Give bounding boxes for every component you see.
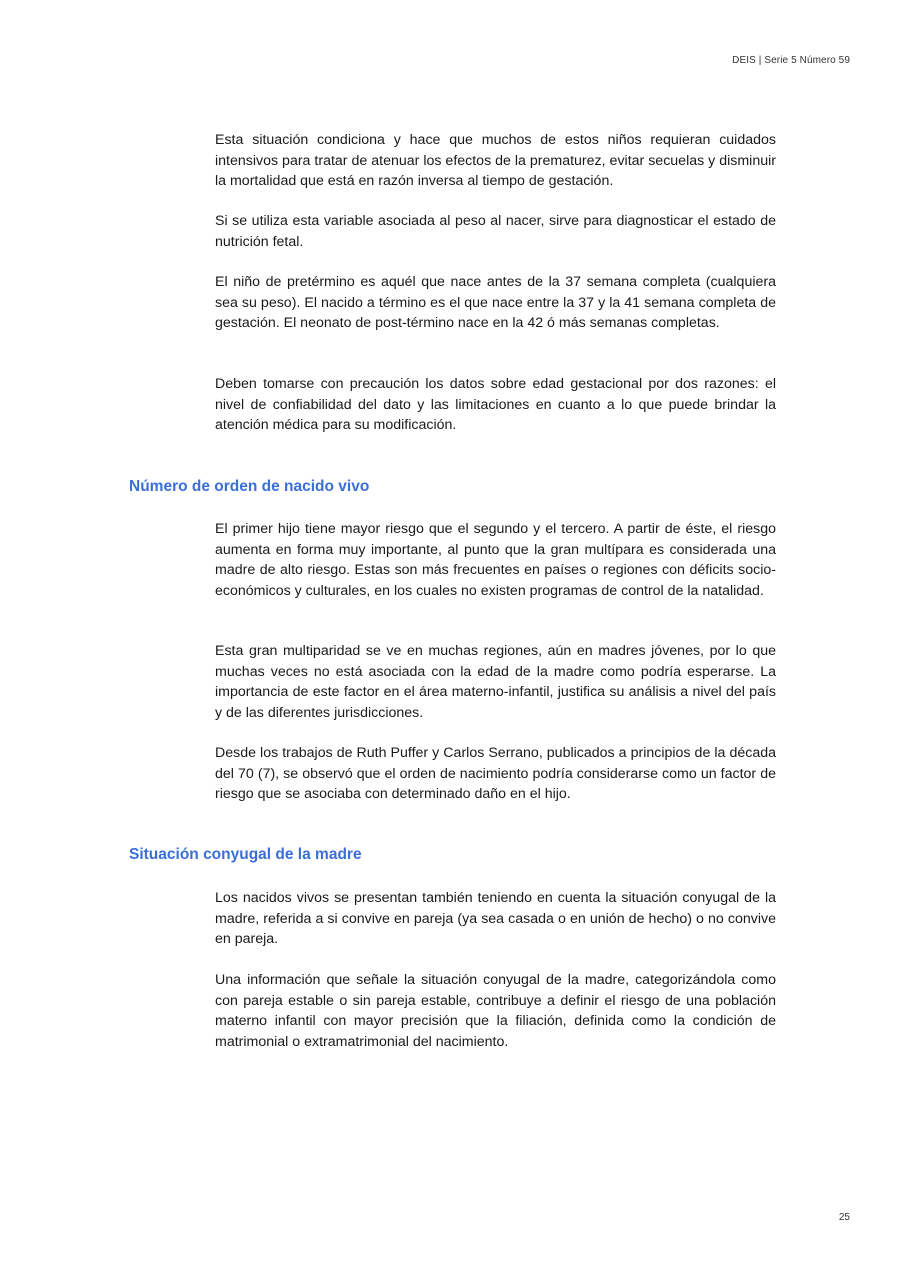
- body-paragraph: Los nacidos vivos se presentan también teniendo en cuenta la situación conyugal de la madre, referida a si convive en pareja (ya sea casada o en unión de hecho) o no convive en pareja.: [215, 890, 776, 947]
- body-paragraph: Si se utiliza esta variable asociada al peso al nacer, sirve para diagnosticar el estado de nutrición fetal.: [215, 213, 776, 250]
- body-paragraph: Desde los trabajos de Ruth Puffer y Carlos Serrano, publicados a principios de la década del 70 (7), se observó que el orden de nacimiento podría considerarse como un factor de riesgo que se asociaba con determinado daño en el hijo.: [215, 745, 776, 802]
- body-paragraph: Esta situación condiciona y hace que muchos de estos niños requieran cuidados intensivos para tratar de atenuar los efectos de la prematurez, evitar secuelas y disminuir la mortalidad que está en razón inversa al tiempo de gestación.: [215, 132, 776, 189]
- section-heading-conyugal: Situación conyugal de la madre: [129, 846, 362, 863]
- body-paragraph: Una información que señale la situación conyugal de la madre, categorizándola como con pareja estable o sin pareja estable, contribuye a definir el riesgo de una población materno infantil con mayor precisión que la filiación, definida como la condición de matrimonial o extramatrimonial del nacimiento.: [215, 972, 776, 1050]
- body-paragraph: El primer hijo tiene mayor riesgo que el segundo y el tercero. A partir de éste, el riesgo aumenta en forma muy importante, al punto que la gran multípara es considerada una madre de alto riesgo. Estas son más frecuentes en países o regiones con déficits socio-económicos y culturales, en los cuales no existen programas de control de la natalidad.: [215, 521, 776, 599]
- body-paragraph: Esta gran multiparidad se ve en muchas regiones, aún en madres jóvenes, por lo que muchas veces no está asociada con la edad de la madre como podría esperarse. La importancia de este factor en el área materno-infantil, justifica su análisis a nivel del país y de las diferentes jurisdicciones.: [215, 643, 776, 721]
- section-heading-orden: Número de orden de nacido vivo: [129, 478, 370, 495]
- page-number: 25: [838, 1212, 850, 1223]
- running-header: DEIS | Serie 5 Número 59: [732, 55, 850, 66]
- body-paragraph: Deben tomarse con precaución los datos sobre edad gestacional por dos razones: el nivel de confiabilidad del dato y las limitaciones en cuanto a lo que puede brindar la atención médica para su modificación.: [215, 376, 776, 433]
- body-paragraph: El niño de pretérmino es aquél que nace antes de la 37 semana completa (cualquiera sea su peso). El nacido a término es el que nace entre la 37 y la 41 semana completa de gestación. El neonato de post-término nace en la 42 ó más semanas completas.: [215, 274, 776, 331]
